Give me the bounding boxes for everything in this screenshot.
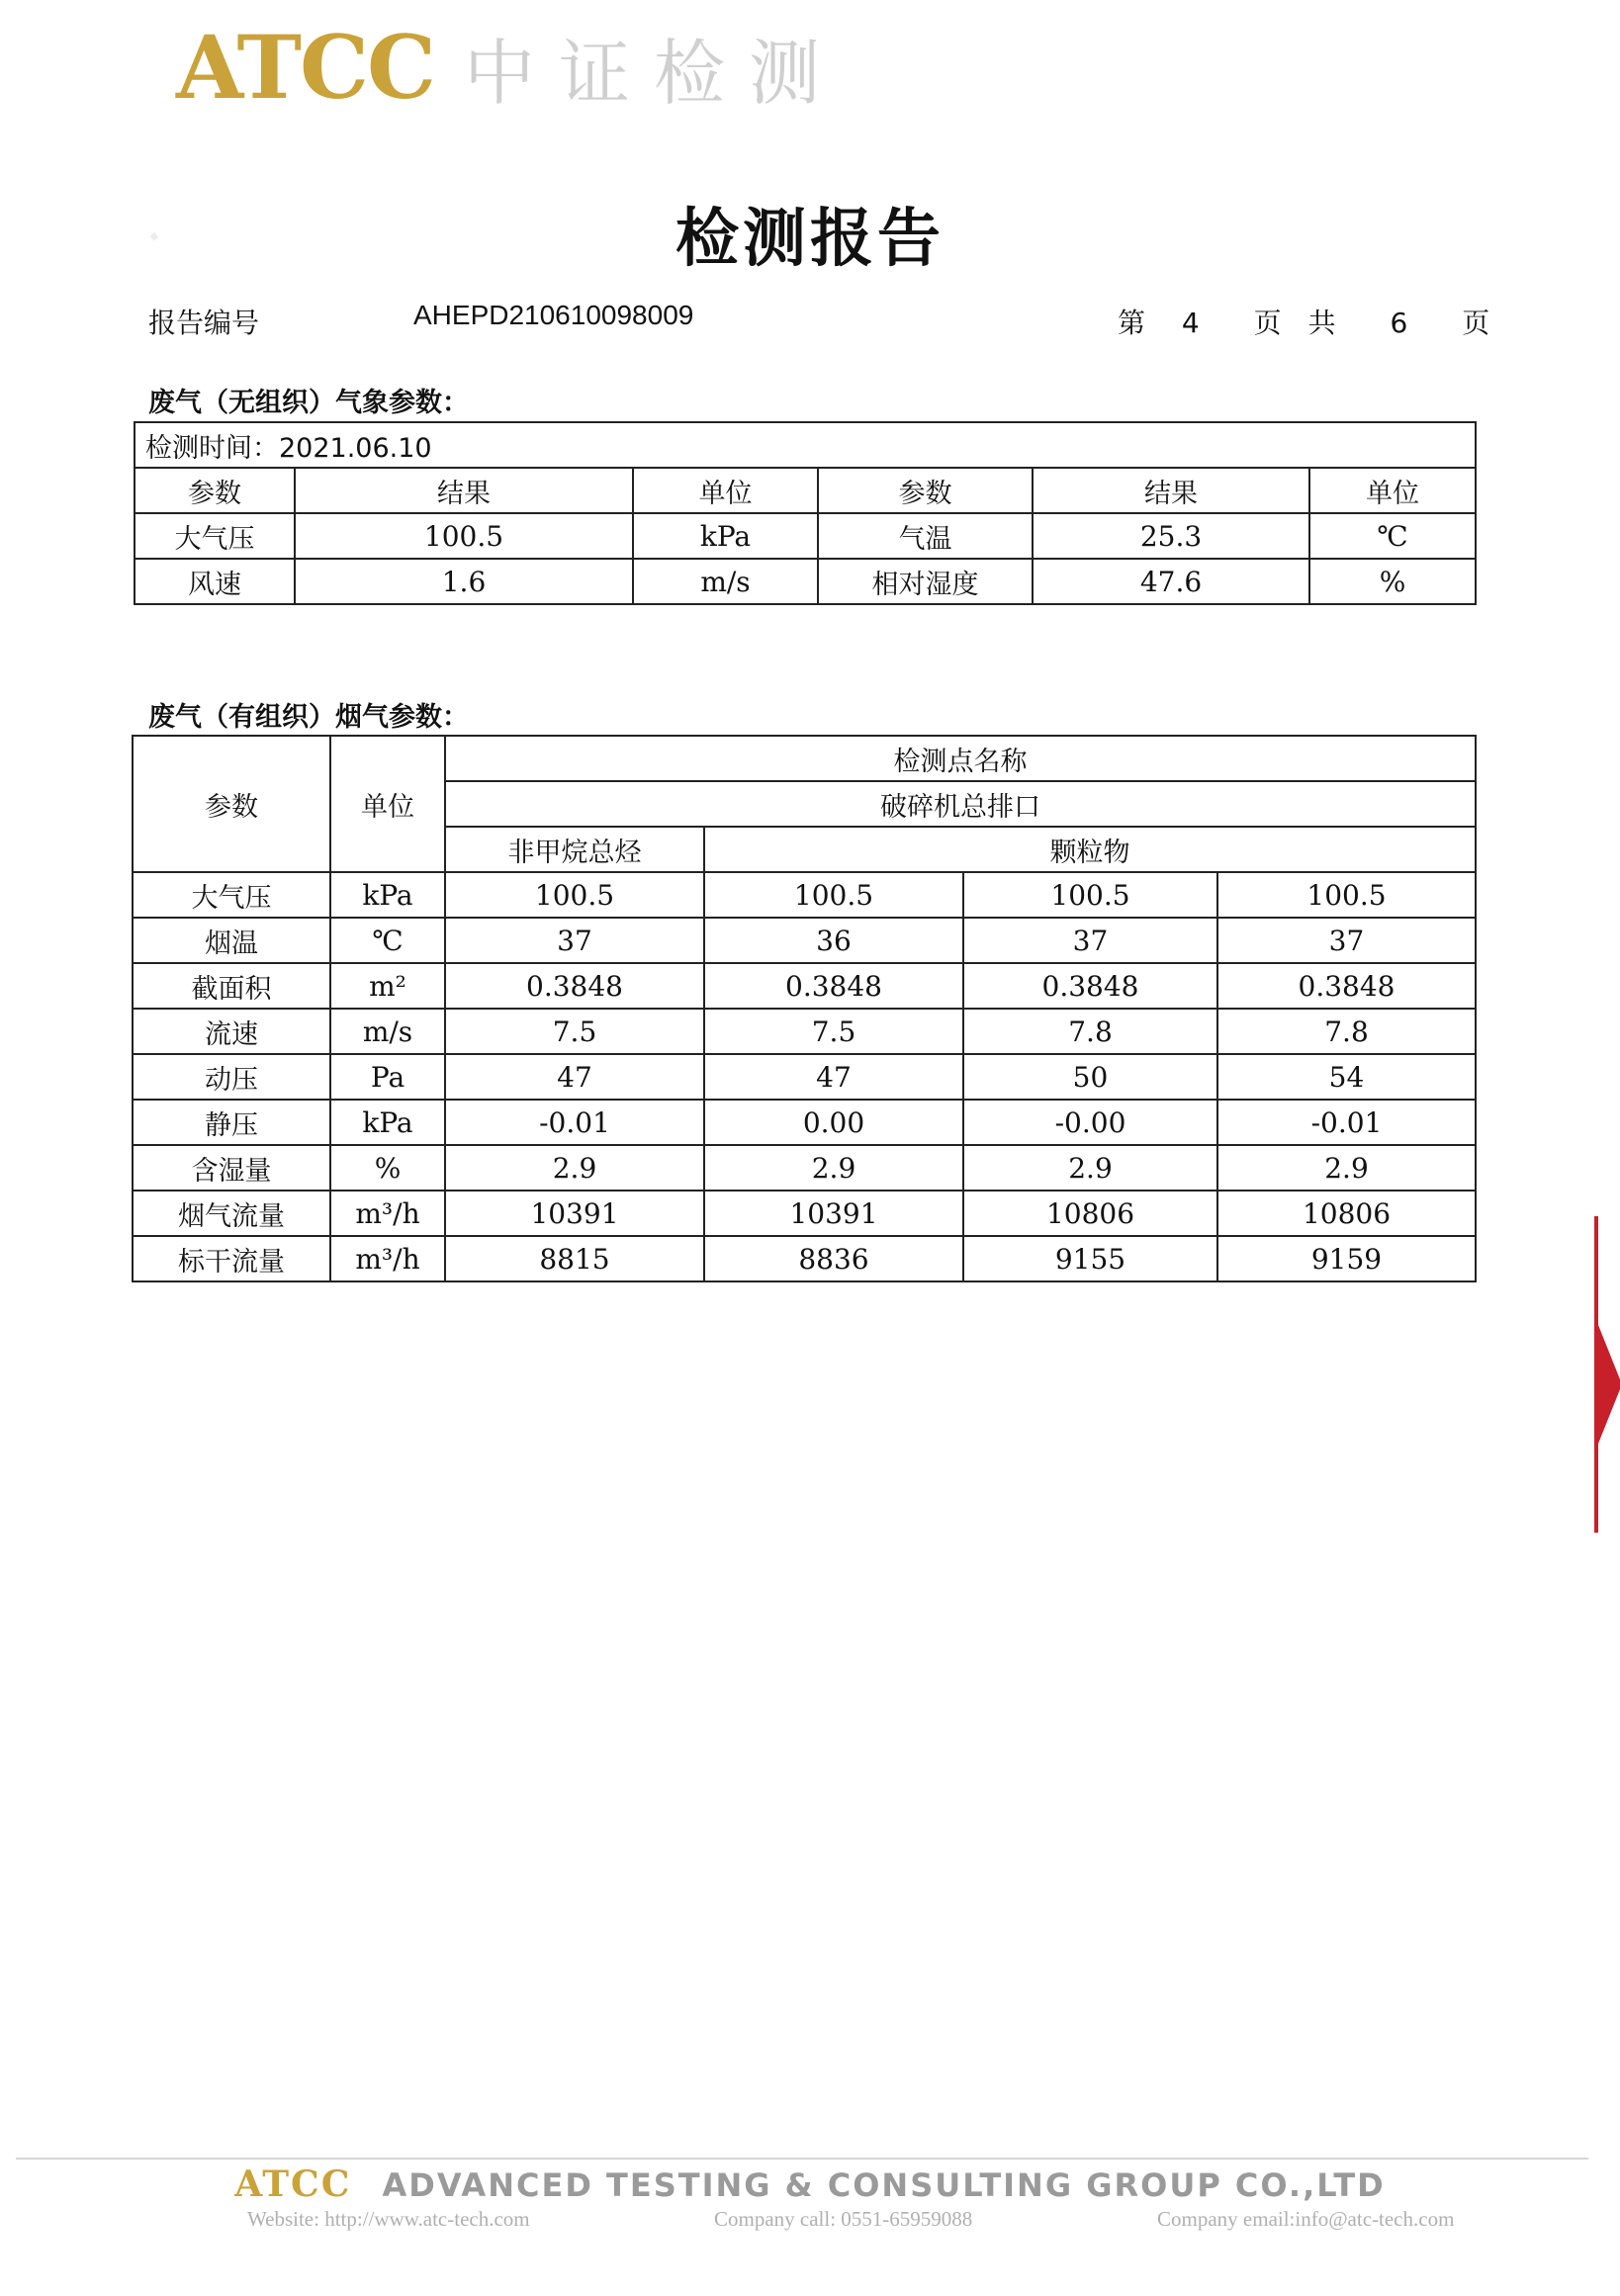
item-particulate: 颗粒物 [704, 827, 1476, 872]
point-name-header: 检测点名称 [445, 736, 1476, 781]
value-cell: 37 [1217, 918, 1476, 963]
value-cell: 47 [704, 1054, 963, 1100]
table-cell: 47.6 [1033, 559, 1309, 604]
value-cell: 9155 [963, 1236, 1217, 1281]
table-row [135, 513, 1476, 559]
weather-table [134, 421, 1477, 605]
value-cell: 10391 [704, 1191, 963, 1236]
total-pages: 6 [1390, 307, 1408, 339]
param-unit: kPa [330, 872, 445, 918]
footer-website: Website: http://www.atc-tech.com [247, 2207, 530, 2231]
value-cell: 37 [445, 918, 704, 963]
param-name: 流速 [133, 1009, 330, 1054]
watermark: · [136, 218, 173, 257]
value-cell: 100.5 [1217, 872, 1476, 918]
page-word: 页 [1253, 307, 1282, 339]
param-header: 参数 [133, 736, 330, 872]
footer-divider [16, 2158, 1588, 2160]
param-name: 大气压 [133, 872, 330, 918]
value-cell: 0.00 [704, 1100, 963, 1145]
logo-chinese-name: 中证检测 [464, 32, 845, 115]
value-cell: 7.8 [963, 1009, 1217, 1054]
value-cell: 0.3848 [1217, 963, 1476, 1009]
value-cell: 47 [445, 1054, 704, 1100]
value-cell: 7.5 [445, 1009, 704, 1054]
value-cell: -0.01 [1217, 1100, 1476, 1145]
table-cell: 风速 [135, 559, 295, 604]
param-name: 含湿量 [133, 1145, 330, 1191]
weather-header-row [135, 468, 1476, 513]
logo-brand: ATCC [176, 16, 435, 119]
table-cell: 25.3 [1033, 513, 1309, 559]
param-name: 动压 [133, 1054, 330, 1100]
report-number-label: 报告编号 [148, 307, 260, 339]
value-cell: 2.9 [445, 1145, 704, 1191]
footer-email: Company email:info@atc-tech.com [1157, 2207, 1455, 2231]
table-row [133, 963, 1476, 1009]
table-row [133, 872, 1476, 918]
value-cell: 8836 [704, 1236, 963, 1281]
seal-stamp-mark [1598, 1325, 1620, 1444]
param-unit: m³/h [330, 1191, 445, 1236]
param-name: 截面积 [133, 963, 330, 1009]
param-name: 烟温 [133, 918, 330, 963]
flue-gas-table [132, 735, 1477, 1282]
report-number: AHEPD210610098009 [413, 300, 694, 330]
page-number: 4 [1181, 307, 1200, 339]
value-cell: 2.9 [704, 1145, 963, 1191]
header-cell: 参数 [818, 468, 1033, 513]
param-unit: ℃ [330, 918, 445, 963]
header-cell: 结果 [1033, 468, 1309, 513]
page-prefix: 第 [1118, 307, 1146, 339]
value-cell: 2.9 [1217, 1145, 1476, 1191]
footer-brand [0, 2164, 1620, 2205]
value-cell: 100.5 [963, 872, 1217, 918]
footer-company-name: ADVANCED TESTING & CONSULTING GROUP CO.,LTD [382, 2166, 1386, 2204]
weather-section-title: 废气（无组织）气象参数： [148, 388, 469, 418]
value-cell: 100.5 [704, 872, 963, 918]
table-row [133, 1236, 1476, 1281]
table-cell: kPa [633, 513, 818, 559]
value-cell: 10806 [1217, 1191, 1476, 1236]
value-cell: -0.00 [963, 1100, 1217, 1145]
table-cell: 相对湿度 [818, 559, 1033, 604]
table-cell: ℃ [1309, 513, 1476, 559]
page-title: 检测报告 [675, 203, 945, 276]
value-cell: 0.3848 [963, 963, 1217, 1009]
header-cell: 单位 [633, 468, 818, 513]
value-cell: 0.3848 [445, 963, 704, 1009]
value-cell: 9159 [1217, 1236, 1476, 1281]
table-cell: 大气压 [135, 513, 295, 559]
value-cell: 10391 [445, 1191, 704, 1236]
value-cell: 100.5 [445, 872, 704, 918]
value-cell: 50 [963, 1054, 1217, 1100]
page-suffix: 页 [1462, 307, 1490, 339]
seal-stamp [1594, 1216, 1620, 1533]
value-cell: 8815 [445, 1236, 704, 1281]
param-unit: kPa [330, 1100, 445, 1145]
footer-phone: Company call: 0551-65959088 [714, 2207, 973, 2231]
header-cell: 参数 [135, 468, 295, 513]
value-cell: 2.9 [963, 1145, 1217, 1191]
table-row [133, 1100, 1476, 1145]
unit-header: 单位 [330, 736, 445, 872]
param-unit: m³/h [330, 1236, 445, 1281]
param-unit: Pa [330, 1054, 445, 1100]
table-cell: m/s [633, 559, 818, 604]
value-cell: 7.8 [1217, 1009, 1476, 1054]
header-cell: 结果 [295, 468, 633, 513]
flue-section-title: 废气（有组织）烟气参数： [148, 702, 469, 733]
value-cell: 37 [963, 918, 1217, 963]
table-cell: 气温 [818, 513, 1033, 559]
table-row [133, 1009, 1476, 1054]
param-unit: % [330, 1145, 445, 1191]
value-cell: 7.5 [704, 1009, 963, 1054]
point-name: 破碎机总排口 [445, 781, 1476, 827]
value-cell: 10806 [963, 1191, 1217, 1236]
footer-logo: ATCC [234, 2164, 352, 2205]
param-name: 静压 [133, 1100, 330, 1145]
value-cell: -0.01 [445, 1100, 704, 1145]
param-name: 标干流量 [133, 1236, 330, 1281]
param-name: 烟气流量 [133, 1191, 330, 1236]
item-nmhc: 非甲烷总烃 [445, 827, 704, 872]
table-row [133, 1191, 1476, 1236]
table-row [133, 1145, 1476, 1191]
table-cell: % [1309, 559, 1476, 604]
header-cell: 单位 [1309, 468, 1476, 513]
company-logo [176, 18, 844, 117]
page-indicator [1118, 302, 1489, 341]
value-cell: 36 [704, 918, 963, 963]
table-cell: 100.5 [295, 513, 633, 559]
total-prefix: 共 [1307, 307, 1336, 339]
param-unit: m/s [330, 1009, 445, 1054]
param-unit: m² [330, 963, 445, 1009]
table-row [135, 559, 1476, 604]
value-cell: 54 [1217, 1054, 1476, 1100]
test-time: 检测时间：2021.06.10 [135, 422, 1476, 468]
value-cell: 0.3848 [704, 963, 963, 1009]
table-cell: 1.6 [295, 559, 633, 604]
table-row [133, 918, 1476, 963]
table-row [133, 1054, 1476, 1100]
